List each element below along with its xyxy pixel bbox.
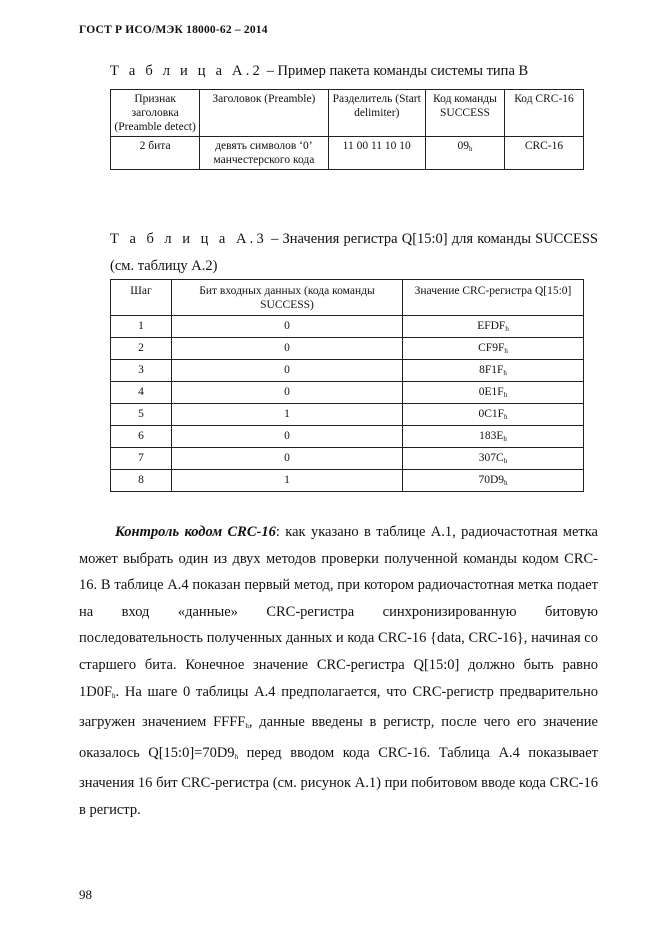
table-a2-caption xyxy=(110,63,528,80)
paragraph-text: перед вводом кода CRC-16. Таблица А.4 показывает значения 16 бит CRC-регистра (см. рисунок А.1) при побитовом вводе кода CRC-16 в регистр. xyxy=(79,744,598,818)
step-cell: 7 xyxy=(111,448,172,470)
hex-subscript: h xyxy=(234,752,239,761)
table-cell: 11 00 11 10 10 xyxy=(328,137,425,170)
crc-value-cell xyxy=(403,316,584,338)
bit-cell: 0 xyxy=(172,316,403,338)
table-header-cell: Признак заголовка (Preamble detect) xyxy=(111,90,200,137)
table-a2-caption-text: – Пример пакета команды системы типа B xyxy=(262,63,529,79)
page-number: 98 xyxy=(79,887,92,902)
crc-value-cell xyxy=(403,382,584,404)
crc-value: 0E1F xyxy=(478,386,504,398)
step-cell: 4 xyxy=(111,382,172,404)
crc-value-cell xyxy=(403,360,584,382)
table-row xyxy=(111,382,584,404)
bit-cell: 0 xyxy=(172,448,403,470)
table-cell: 2 бита xyxy=(111,137,200,170)
crc-value-cell xyxy=(403,448,584,470)
bit-cell: 0 xyxy=(172,382,403,404)
bit-cell: 1 xyxy=(172,470,403,492)
crc-value: 307C xyxy=(478,452,504,464)
bit-cell: 1 xyxy=(172,404,403,426)
step-cell: 6 xyxy=(111,426,172,448)
hex-subscript: h xyxy=(504,479,508,487)
table-header-row xyxy=(111,280,584,316)
table-header-cell: Разделитель (Start delimiter) xyxy=(328,90,425,137)
table-cell: девять символов ‘0’ манчестерского кода xyxy=(200,137,328,170)
table-row xyxy=(111,338,584,360)
body-paragraph xyxy=(79,519,598,824)
crc-value: CF9F xyxy=(478,342,505,354)
bit-cell: 0 xyxy=(172,360,403,382)
table-header-cell: Код команды SUCCESS xyxy=(425,90,504,137)
paragraph-text: : как указано в таблице А.1, радиочастотная метка может выбрать один из двух методов проверки полученной команды кодом CRC-16. В таблице А.4 показан первый метод, при котором радиочастотная метка подает на вход «данные» CRC-регистра синхронизированную битовую последовательность полученных данных и кода CRC-16 {data, CRC-16}, начиная со старшего бита. Конечное значение CRC-регистра Q[15:0] должно быть равно 1D0F xyxy=(79,524,598,700)
bit-cell: 0 xyxy=(172,338,403,360)
table-a2-caption-label: Т а б л и ц а А.2 xyxy=(110,63,263,79)
table-cell xyxy=(425,137,504,170)
table-header-cell: Код CRC-16 xyxy=(504,90,583,137)
crc-value: 0C1F xyxy=(478,408,505,420)
table-header-cell: Значение CRC-регистра Q[15:0] xyxy=(403,280,584,316)
table-row xyxy=(111,360,584,382)
table-row xyxy=(111,470,584,492)
table-cell: CRC-16 xyxy=(504,137,583,170)
hex-subscript: h xyxy=(468,145,473,153)
paragraph-lead: Контроль кодом CRC-16 xyxy=(115,524,276,540)
crc-value-cell xyxy=(403,338,584,360)
hex-subscript: h xyxy=(505,325,509,333)
table-row xyxy=(111,316,584,338)
crc-value-cell xyxy=(403,426,584,448)
crc-value-cell xyxy=(403,470,584,492)
hex-subscript: h xyxy=(503,435,507,443)
crc-value-cell xyxy=(403,404,584,426)
cell-value: 09 xyxy=(457,140,469,152)
crc-value: 8F1F xyxy=(479,364,504,376)
paragraph-text: . На шаге 0 таблицы А.4 предполагается, что CRC-регистр предварительно загружен значением FFFF xyxy=(79,683,598,731)
table-a3 xyxy=(110,279,584,492)
step-cell: 5 xyxy=(111,404,172,426)
table-row xyxy=(111,448,584,470)
hex-subscript: h xyxy=(503,369,507,377)
paragraph-text: , данные введены в регистр, после чего его значение оказалось Q[15:0]=70D9 xyxy=(79,714,598,761)
table-row xyxy=(111,404,584,426)
step-cell: 2 xyxy=(111,338,172,360)
table-header-cell: Шаг xyxy=(111,280,172,316)
document-header: ГОСТ Р ИСО/МЭК 18000-62 – 2014 xyxy=(79,24,268,36)
hex-subscript: h xyxy=(504,413,508,421)
hex-subscript: h xyxy=(112,691,116,700)
hex-subscript: h xyxy=(245,722,249,731)
table-a3-caption xyxy=(110,226,598,280)
table-header-row xyxy=(111,90,584,137)
table-a2 xyxy=(110,89,584,170)
crc-value: 70D9 xyxy=(478,474,505,486)
table-row xyxy=(111,137,584,170)
hex-subscript: h xyxy=(503,391,508,399)
table-header-cell: Заголовок (Preamble) xyxy=(200,90,328,137)
table-header-cell: Бит входных данных (кода команды SUCCESS) xyxy=(172,280,403,316)
table-a3-caption-text: – Значения регистра Q[15:0] для команды SUCCESS (см. таблицу А.2) xyxy=(110,231,598,274)
hex-subscript: h xyxy=(503,457,508,465)
crc-value: 183E xyxy=(479,430,504,442)
bit-cell: 0 xyxy=(172,426,403,448)
table-a3-caption-label: Т а б л и ц а А.3 xyxy=(110,231,267,247)
hex-subscript: h xyxy=(504,347,508,355)
step-cell: 1 xyxy=(111,316,172,338)
crc-value: EFDF xyxy=(477,320,506,332)
step-cell: 3 xyxy=(111,360,172,382)
table-row xyxy=(111,426,584,448)
step-cell: 8 xyxy=(111,470,172,492)
